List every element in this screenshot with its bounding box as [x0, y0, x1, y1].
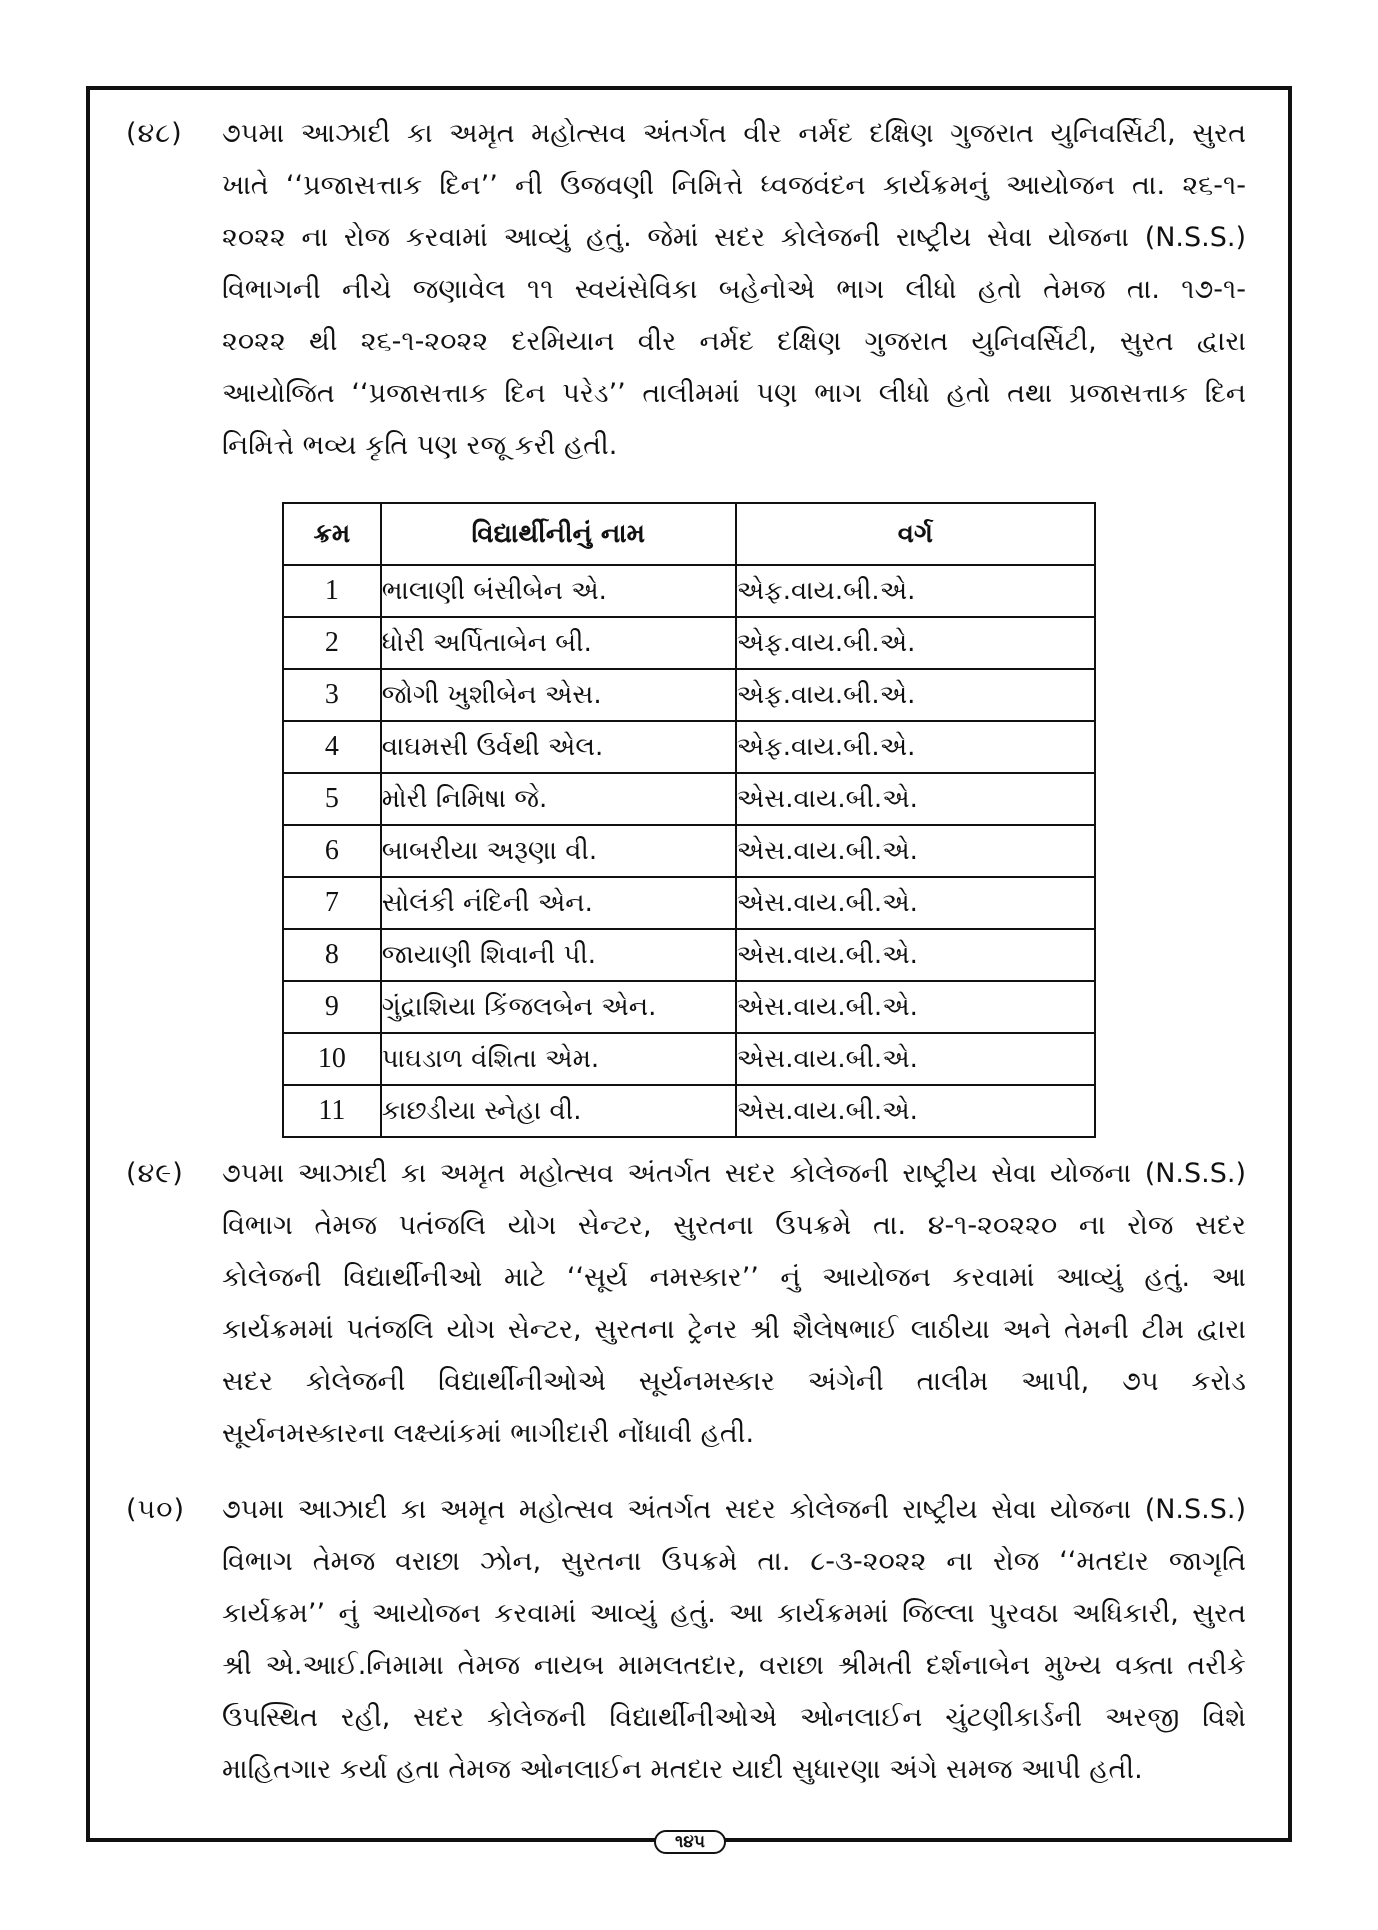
table-header-row	[283, 503, 1095, 565]
serial-cell: 3	[283, 669, 381, 721]
paragraph-line: કાર્યક્રમ’’ નું આયોજન કરવામાં આવ્યું હતું. આ કાર્યક્રમમાં જિલ્લા પુરવઠા અધિકારી, સુરત	[222, 1598, 1246, 1629]
class-cell: એફ.વાય.બી.એ.	[736, 721, 1095, 773]
name-cell: વાઘમસી ઉર્વથી એલ.	[381, 721, 736, 773]
table-row	[283, 929, 1095, 981]
table-row	[283, 773, 1095, 825]
class-cell: એફ.વાય.બી.એ.	[736, 617, 1095, 669]
serial-cell: 6	[283, 825, 381, 877]
paragraph-line: કોલેજની વિદ્યાર્થીનીઓ માટે ‘‘સૂર્ય નમસ્કાર’’ નું આયોજન કરવામાં આવ્યું હતું. આ	[222, 1262, 1246, 1293]
name-cell: સોલંકી નંદિની એન.	[381, 877, 736, 929]
name-cell: પાઘડાળ વંશિતા એમ.	[381, 1033, 736, 1085]
paragraph-line: વિભાગની નીચે જણાવેલ ૧૧ સ્વયંસેવિકા બહેનોએ ભાગ લીધો હતો તેમજ તા. ૧૭-૧-	[222, 274, 1246, 305]
name-cell: ભાલાણી બંસીબેન એ.	[381, 565, 736, 617]
section-50	[126, 1484, 1246, 1796]
table-row	[283, 825, 1095, 877]
class-cell: એસ.વાય.બી.એ.	[736, 773, 1095, 825]
serial-cell: 4	[283, 721, 381, 773]
column-header-name: વિદ્યાર્થીનીનું નામ	[381, 503, 736, 565]
table-row	[283, 1033, 1095, 1085]
serial-cell: 5	[283, 773, 381, 825]
column-header-class: વર્ગ	[736, 503, 1095, 565]
section-49	[126, 1148, 1246, 1460]
paragraph-line: ૭૫મા આઝાદી કા અમૃત મહોત્સવ અંતર્ગત સદર કોલેજની રાષ્ટ્રીય સેવા યોજના (N.S.S.)	[222, 1158, 1246, 1189]
section-paragraph	[222, 108, 1246, 472]
section-number: (૪૯)	[126, 1158, 184, 1189]
paragraph-line: ઉપસ્થિત રહી, સદર કોલેજની વિદ્યાર્થીનીઓએ ઓનલાઈન ચુંટણીકાર્ડની અરજી વિશે	[222, 1702, 1246, 1733]
column-header-serial: ક્રમ	[283, 503, 381, 565]
table-row	[283, 565, 1095, 617]
serial-cell: 2	[283, 617, 381, 669]
section-number: (૫૦)	[126, 1494, 186, 1525]
name-cell: બાબરીયા અરૂણા વી.	[381, 825, 736, 877]
table-row	[283, 1085, 1095, 1137]
section-paragraph	[222, 1148, 1246, 1460]
section-48	[126, 108, 1246, 472]
name-cell: જોગી ખુશીબેન એસ.	[381, 669, 736, 721]
serial-cell: 7	[283, 877, 381, 929]
class-cell: એસ.વાય.બી.એ.	[736, 825, 1095, 877]
paragraph-line: નિમિત્તે ભવ્ય કૃતિ પણ રજૂ કરી હતી.	[222, 430, 618, 461]
name-cell: ગુંદ્રાશિયા કિંજલબેન એન.	[381, 981, 736, 1033]
paragraph-line: આયોજિત ‘‘પ્રજાસત્તાક દિન પરેડ’’ તાલીમમાં પણ ભાગ લીધો હતો તથા પ્રજાસત્તાક દિન	[222, 378, 1246, 409]
serial-cell: 9	[283, 981, 381, 1033]
class-cell: એફ.વાય.બી.એ.	[736, 669, 1095, 721]
name-cell: જાયાણી શિવાની પી.	[381, 929, 736, 981]
paragraph-line: ૭૫મા આઝાદી કા અમૃત મહોત્સવ અંતર્ગત સદર કોલેજની રાષ્ટ્રીય સેવા યોજના (N.S.S.)	[222, 1494, 1246, 1525]
table-row	[283, 669, 1095, 721]
paragraph-line: સૂર્યનમસ્કારના લક્ષ્યાંકમાં ભાગીદારી નોંધાવી હતી.	[222, 1418, 755, 1449]
paragraph-line: કાર્યક્રમમાં પતંજલિ યોગ સેન્ટર, સુરતના ટ્રેનર શ્રી શૈલેષભાઈ લાઠીયા અને તેમની ટીમ દ્વારા	[222, 1314, 1246, 1345]
paragraph-line: માહિતગાર કર્યા હતા તેમજ ઓનલાઈન મતદાર યાદી સુધારણા અંગે સમજ આપી હતી.	[222, 1754, 1143, 1785]
class-cell: એસ.વાય.બી.એ.	[736, 1033, 1095, 1085]
page-number: ૧૪૫	[654, 1830, 726, 1854]
paragraph-line: વિભાગ તેમજ વરાછા ઝોન, સુરતના ઉપક્રમે તા. ૮-૩-૨૦૨૨ ના રોજ ‘‘મતદાર જાગૃતિ	[222, 1546, 1246, 1577]
table-row	[283, 981, 1095, 1033]
serial-cell: 1	[283, 565, 381, 617]
paragraph-line: ૨૦૨૨ થી ૨૬-૧-૨૦૨૨ દરમિયાન વીર નર્મદ દક્ષિણ ગુજરાત યુનિવર્સિટી, સુરત દ્વારા	[222, 326, 1246, 357]
paragraph-line: વિભાગ તેમજ પતંજલિ યોગ સેન્ટર, સુરતના ઉપક્રમે તા. ૪-૧-૨૦૨૨૦ ના રોજ સદર	[222, 1210, 1246, 1241]
participants-table	[282, 502, 1096, 1138]
class-cell: એસ.વાય.બી.એ.	[736, 1085, 1095, 1137]
name-cell: મોરી નિમિષા જે.	[381, 773, 736, 825]
table-row	[283, 721, 1095, 773]
paragraph-line: ૭૫મા આઝાદી કા અમૃત મહોત્સવ અંતર્ગત વીર નર્મદ દક્ષિણ ગુજરાત યુનિવર્સિટી, સુરત	[222, 118, 1246, 149]
class-cell: એફ.વાય.બી.એ.	[736, 565, 1095, 617]
class-cell: એસ.વાય.બી.એ.	[736, 877, 1095, 929]
serial-cell: 10	[283, 1033, 381, 1085]
class-cell: એસ.વાય.બી.એ.	[736, 981, 1095, 1033]
name-cell: ધોરી અર્પિતાબેન બી.	[381, 617, 736, 669]
section-number: (૪૮)	[126, 118, 183, 149]
paragraph-line: સદર કોલેજની વિદ્યાર્થીનીઓએ સૂર્યનમસ્કાર અંગેની તાલીમ આપી, ૭૫ કરોડ	[222, 1366, 1246, 1397]
serial-cell: 11	[283, 1085, 381, 1137]
name-cell: કાછડીયા સ્નેહા વી.	[381, 1085, 736, 1137]
table-row	[283, 617, 1095, 669]
table-row	[283, 877, 1095, 929]
class-cell: એસ.વાય.બી.એ.	[736, 929, 1095, 981]
paragraph-line: ખાતે ‘‘પ્રજાસત્તાક દિન’’ ની ઉજવણી નિમિત્તે ધ્વજવંદન કાર્યક્રમનું આયોજન તા. ૨૬-૧-	[222, 170, 1246, 201]
paragraph-line: ૨૦૨૨ ના રોજ કરવામાં આવ્યું હતું. જેમાં સદર કોલેજની રાષ્ટ્રીય સેવા યોજના (N.S.S.)	[222, 222, 1246, 253]
serial-cell: 8	[283, 929, 381, 981]
paragraph-line: શ્રી એ.આઈ.નિમામા તેમજ નાયબ મામલતદાર, વરાછા શ્રીમતી દર્શનાબેન મુખ્ય વક્તા તરીકે	[222, 1650, 1246, 1681]
section-paragraph	[222, 1484, 1246, 1796]
